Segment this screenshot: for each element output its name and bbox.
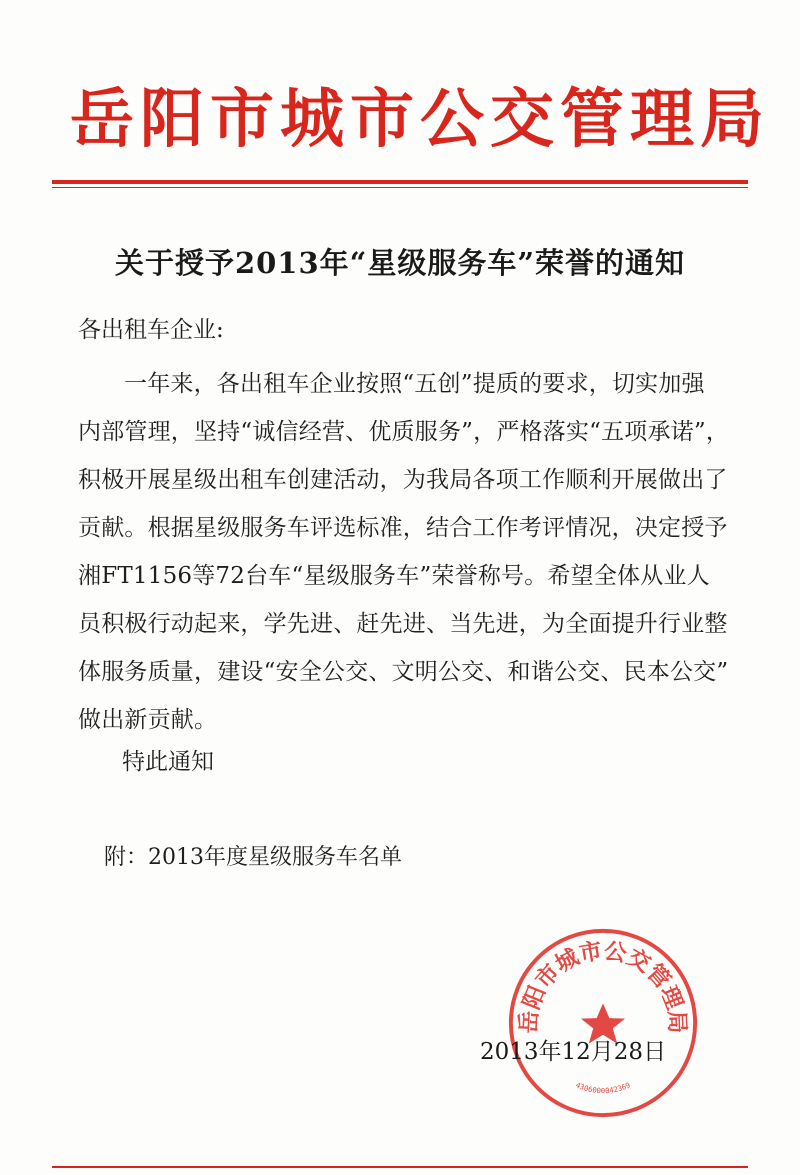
salutation: 各出租车企业: <box>78 317 224 343</box>
letterhead-rule-thick <box>52 180 748 184</box>
official-seal-stamp <box>505 925 701 1121</box>
document-date: 2013年12月28日 <box>480 1039 667 1065</box>
seal-code <box>574 1080 631 1095</box>
body-line: 一年来，各出租车企业按照“五创”提质的要求，切实加强 <box>124 371 705 397</box>
closing-text: 特此通知 <box>122 749 214 775</box>
document-title: 关于授予2013年“星级服务车”荣誉的通知 <box>114 246 686 280</box>
footer-rule <box>52 1166 748 1168</box>
body-line: 内部管理，坚持“诚信经营、优质服务”，严格落实“五项承诺”， <box>78 419 730 445</box>
seal-code-path: 4306000042369 <box>574 1080 632 1096</box>
body-text <box>78 360 768 744</box>
body-line: 湘FT1156等72台车“星级服务车”荣誉称号。希望全体从业人 <box>78 563 710 589</box>
letterhead-org-name: 岳阳市城市公交管理局 <box>70 82 770 157</box>
seal-text-path: 岳阳市城市公交管理局 <box>515 938 691 1034</box>
body-line: 积极开展星级出租车创建活动，为我局各项工作顺利开展做出了 <box>78 467 728 493</box>
body-line: 员积极行动起来，学先进、赶先进、当先进，为全面提升行业整 <box>78 611 728 637</box>
body-line: 体服务质量，建设“安全公交、文明公交、和谐公交、民本公交” <box>78 659 729 685</box>
body-line: 做出新贡献。 <box>78 707 218 733</box>
letterhead-rule-thin <box>52 187 748 188</box>
attachment-note: 附：2013年度星级服务车名单 <box>104 845 402 870</box>
body-line: 贡献。根据星级服务车评选标准，结合工作考评情况，决定授予 <box>78 515 728 541</box>
